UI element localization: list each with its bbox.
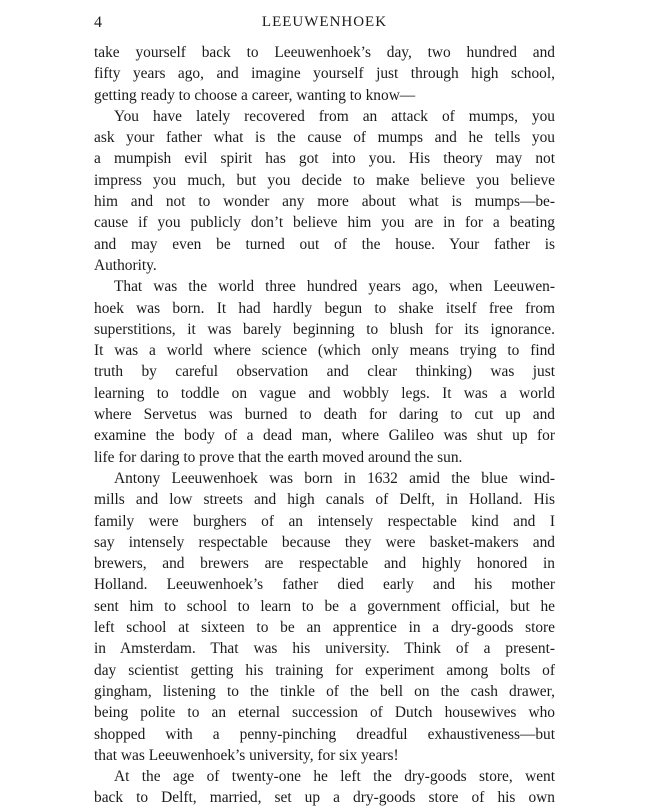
text-line: That was the world three hundred years ago, when Leeuwen- <box>114 278 555 296</box>
text-line: getting ready to choose a career, wanting to know— <box>94 86 416 104</box>
text-line: impress you much, but you decide to make believe you believe <box>94 171 555 189</box>
text-line: examine the body of a dead man, where Galileo was shut up for <box>94 427 555 445</box>
paragraph <box>94 106 555 276</box>
text-line: Authority. <box>94 256 157 274</box>
text-line: learning to toddle on vague and wobbly legs. It was a world <box>94 384 555 402</box>
text-line: that was Leeuwenhoek’s university, for six years! <box>94 746 399 764</box>
text-line: superstitions, it was barely beginning to blush for its ignorance. <box>94 320 555 338</box>
paragraph <box>94 276 555 468</box>
text-line: family were burghers of an intensely respectable kind and I <box>94 512 555 530</box>
book-page <box>94 12 555 809</box>
text-line: where Servetus was burned to death for daring to cut up and <box>94 406 555 424</box>
text-line: and may even be turned out of the house. Your father is <box>94 235 555 253</box>
text-line: left school at sixteen to be an apprentice in a dry-goods store <box>94 619 555 637</box>
text-line: Holland. Leeuwenhoek’s father died early and his mother <box>94 576 555 594</box>
text-line: Antony Leeuwenhoek was born in 1632 amid the blue wind- <box>114 469 555 487</box>
text-line: a mumpish evil spirit has got into you. His theory may not <box>94 150 555 168</box>
paragraph <box>94 468 555 766</box>
text-line: fifty years ago, and imagine yourself just through high school, <box>94 65 555 83</box>
paragraph <box>94 766 555 809</box>
text-line: back to Delft, married, set up a dry-goods store of his own <box>94 789 555 807</box>
text-line: sent him to school to learn to be a government official, but he <box>94 597 555 615</box>
page-header <box>94 12 555 38</box>
text-line: brewers, and brewers are respectable and highly honored in <box>94 555 555 573</box>
text-line: in Amsterdam. That was his university. Think of a present- <box>94 640 555 658</box>
text-line: say intensely respectable because they were basket-makers and <box>94 533 555 551</box>
text-line: day scientist getting his training for experiment among bolts of <box>94 661 555 679</box>
text-line: being polite to an eternal succession of Dutch housewives who <box>94 704 555 722</box>
text-line: him and not to wonder any more about what is mumps—be- <box>94 193 555 211</box>
text-line: hoek was born. It had hardly begun to shake itself free from <box>94 299 555 317</box>
paragraph <box>94 42 555 106</box>
text-line: shopped with a penny-pinching dreadful exhaustiveness—but <box>94 725 555 743</box>
text-line: life for daring to prove that the earth moved around the sun. <box>94 448 463 466</box>
text-line: cause if you publicly don’t believe him you are in for a beating <box>94 214 555 232</box>
body-text <box>94 42 555 809</box>
running-head: LEEUWENHOEK <box>261 14 388 30</box>
text-line: At the age of twenty-one he left the dry-goods store, went <box>114 768 555 786</box>
text-line: mills and low streets and high canals of Delft, in Holland. His <box>94 491 555 509</box>
text-line: It was a world where science (which only means trying to find <box>94 342 555 360</box>
text-line: truth by careful observation and clear thinking) was just <box>94 363 555 381</box>
text-line: take yourself back to Leeuwenhoek’s day, two hundred and <box>94 44 555 61</box>
text-line: You have lately recovered from an attack of mumps, you <box>114 107 555 125</box>
text-line: ask your father what is the cause of mumps and he tells you <box>94 129 555 147</box>
text-line: gingham, listening to the tinkle of the bell on the cash drawer, <box>94 682 555 700</box>
page-number: 4 <box>94 14 103 31</box>
